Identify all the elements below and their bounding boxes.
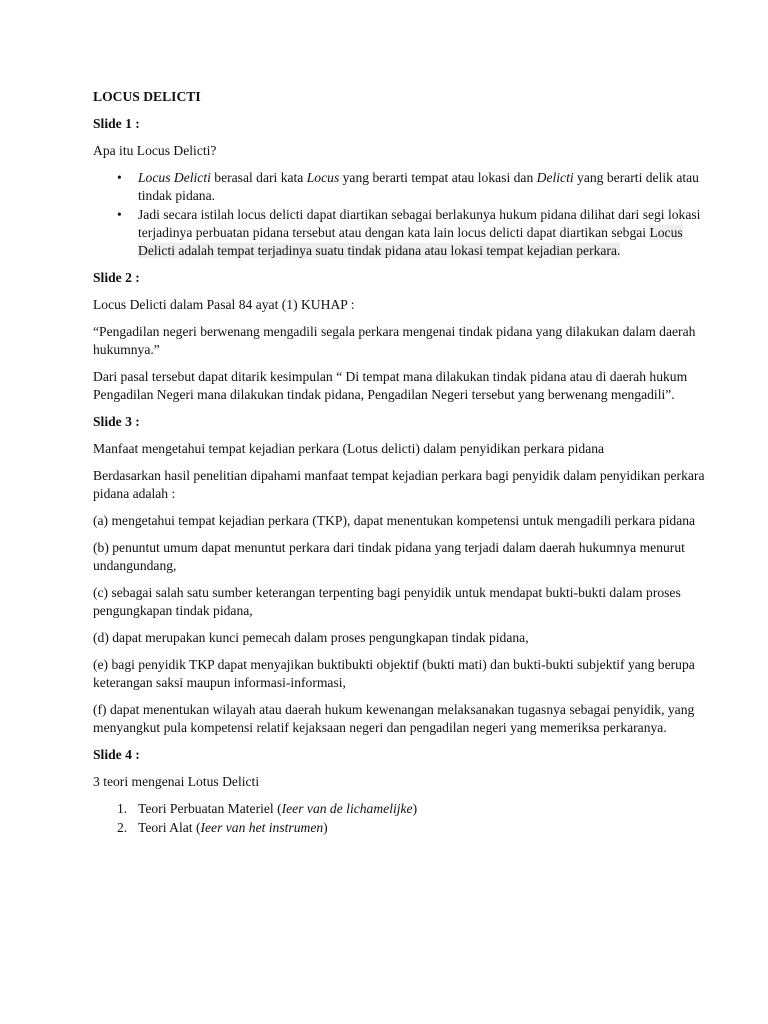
slide-3-item-b: (b) penuntut umum dapat menuntut perkara dari tindak pidana yang terjadi dalam daerah hukumnya menurut undangundang, bbox=[93, 540, 685, 573]
slide-2-intro: Locus Delicti dalam Pasal 84 ayat (1) KUHAP : bbox=[93, 297, 355, 312]
list-item: • Jadi secara istilah locus delicti dapat diartikan sebagai berlakunya hukum pidana dilihat dari segi lokasi terjadinya perbuatan pidana tersebut atau dengan kata lain locus delicti dapat diartikan sebgai Locus Delicti adalah tempat terjadinya suatu tindak pidana atau lokasi tempat kejadian perkara. bbox=[117, 207, 701, 258]
highlighted-text: Locus Delicti adalah tempat terjadinya suatu tindak pidana atau lokasi tempat kejadian perkara. bbox=[138, 225, 683, 258]
slide-2-quote: “Pengadilan negeri berwenang mengadili segala perkara mengenai tindak pidana yang dilakukan dalam daerah hukumnya.” bbox=[93, 324, 696, 357]
slide-1-heading: Slide 1 : bbox=[93, 116, 140, 131]
slide-3-item-e: (e) bagi penyidik TKP dapat menyajikan buktibukti objektif (bukti mati) dan bukti-bukti subjektif yang berupa keterangan saksi maupun informasi-informasi, bbox=[93, 657, 695, 690]
list-item: 1. Teori Perbuatan Materiel (Ieer van de lichamelijke) bbox=[117, 801, 418, 816]
slide-1-bullet-list bbox=[93, 169, 708, 260]
slide-2-heading: Slide 2 : bbox=[93, 270, 140, 285]
slide-3-item-f: (f) dapat menentukan wilayah atau daerah hukum kewenangan melaksanakan tugasnya sebagai penyidik, yang menyangkut pula kompetensi relatif kejaksaan negeri dan pengadilan negeri yang memeriksa perkaranya. bbox=[93, 702, 695, 735]
slide-3-heading: Slide 3 : bbox=[93, 414, 140, 429]
slide-3-basis: Berdasarkan hasil penelitian dipahami manfaat tempat kejadian perkara bagi penyidik dalam penyidikan perkara pidana adalah : bbox=[93, 468, 705, 501]
slide-3-intro: Manfaat mengetahui tempat kejadian perkara (Lotus delicti) dalam penyidikan perkara pidana bbox=[93, 441, 605, 456]
list-item: 2. Teori Alat (Ieer van het instrumen) bbox=[117, 820, 328, 835]
bullet-dot-icon: • bbox=[117, 170, 122, 185]
document-title: LOCUS DELICTI bbox=[93, 89, 201, 104]
slide-4-heading: Slide 4 : bbox=[93, 747, 140, 762]
slide-2-conclusion: Dari pasal tersebut dapat ditarik kesimpulan “ Di tempat mana dilakukan tindak pidana atau di daerah hukum Pengadilan Negeri mana dilakukan tindak pidana, Pengadilan Negeri tersebut yang berwenang mengadili”. bbox=[93, 369, 688, 402]
slide-3-item-c: (c) sebagai salah satu sumber keterangan terpenting bagi penyidik untuk mendapat bukti-bukti dalam proses pengungkapan tindak pidana, bbox=[93, 585, 681, 618]
slide-1-question: Apa itu Locus Delicti? bbox=[93, 143, 217, 158]
slide-3-item-d: (d) dapat merupakan kunci pemecah dalam proses pengungkapan tindak pidana, bbox=[93, 630, 529, 645]
slide-4-theory-list bbox=[93, 800, 708, 837]
list-item: • Locus Delicti berasal dari kata Locus yang berarti tempat atau lokasi dan Delicti yang berarti delik atau tindak pidana. bbox=[117, 170, 699, 203]
slide-3-item-a: (a) mengetahui tempat kejadian perkara (TKP), dapat menentukan kompetensi untuk mengadili perkara pidana bbox=[93, 513, 696, 528]
slide-4-intro: 3 teori mengenai Lotus Delicti bbox=[93, 774, 260, 789]
bullet-dot-icon: • bbox=[117, 207, 122, 222]
